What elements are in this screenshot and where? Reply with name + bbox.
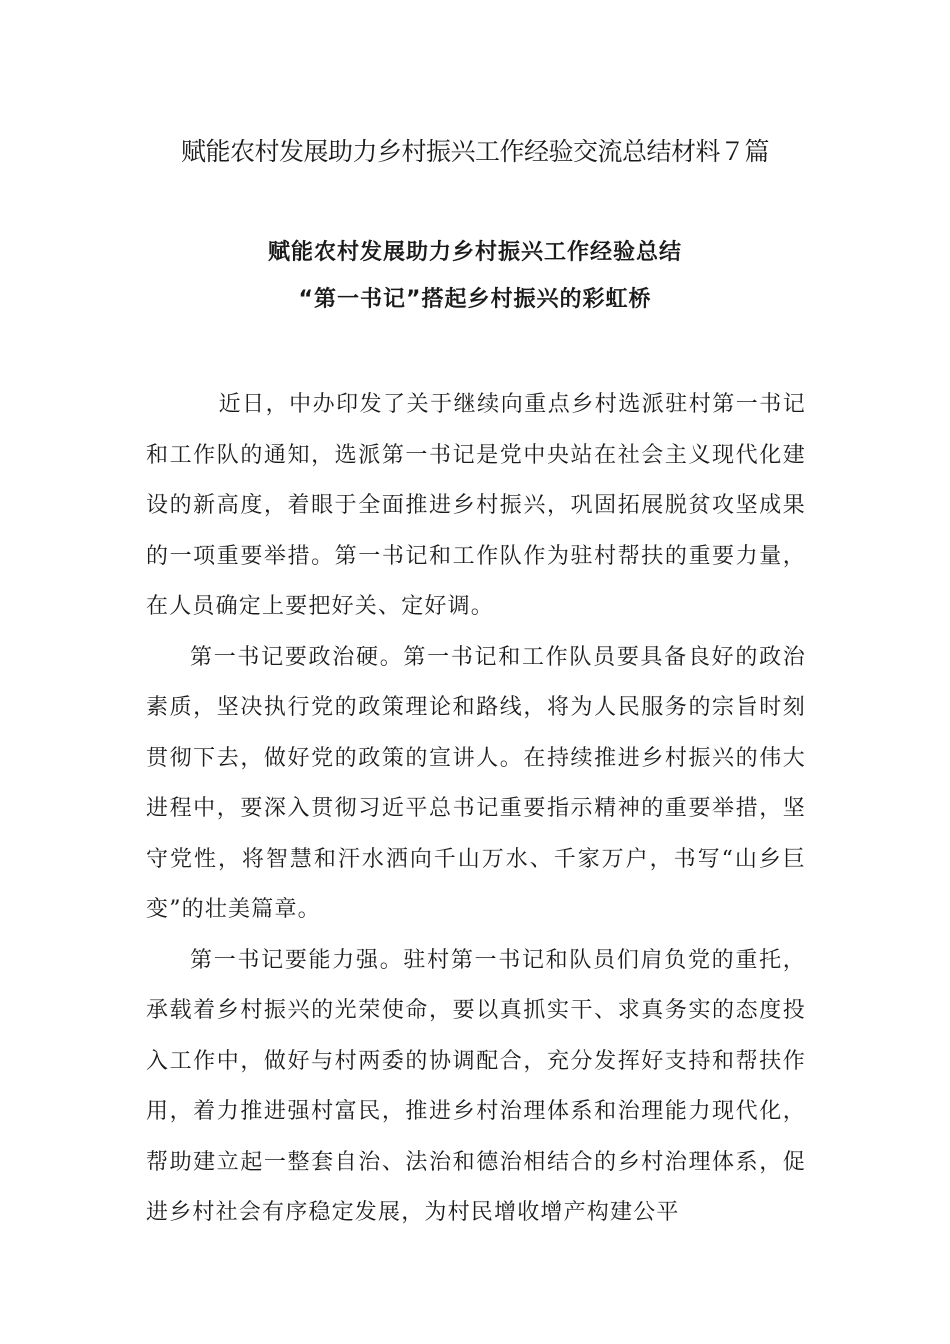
paragraph-2: 第一书记要政治硬。第一书记和工作队员要具备良好的政治素质，坚决执行党的政策理论和路线，将为人民服务的宗旨时刻贯彻下去，做好党的政策的宣讲人。在持续推进乡村振兴的伟大进程中，要深入贯彻习近平总书记重要指示精神的重要举措，坚守党性，将智慧和汗水洒向千山万水、千家万户，书写“山乡巨变”的壮美篇章。	[146, 644, 806, 922]
article-subtitle: “第一书记”搭起乡村振兴的彩虹桥	[298, 287, 652, 312]
document-title: 赋能农村发展助力乡村振兴工作经验交流总结材料７篇	[180, 137, 769, 166]
article-body	[146, 380, 806, 1239]
paragraph-3: 第一书记要能力强。驻村第一书记和队员们肩负党的重托，承载着乡村振兴的光荣使命，要以真抓实干、求真务实的态度投入工作中，做好与村两委的协调配合，充分发挥好支持和帮扶作用，着力推进强村富民，推进乡村治理体系和治理能力现代化，帮助建立起一整套自治、法治和德治相结合的乡村治理体系，促进乡村社会有序稳定发展，为村民增收增产构建公平	[146, 947, 806, 1225]
paragraph-1: 近日，中办印发了关于继续向重点乡村选派驻村第一书记和工作队的通知，选派第一书记是党中央站在社会主义现代化建设的新高度，着眼于全面推进乡村振兴，巩固拓展脱贫攻坚成果的一项重要举措。第一书记和工作队作为驻村帮扶的重要力量，在人员确定上要把好关、定好调。	[146, 392, 806, 619]
article-title: 赋能农村发展助力乡村振兴工作经验总结	[267, 239, 682, 265]
